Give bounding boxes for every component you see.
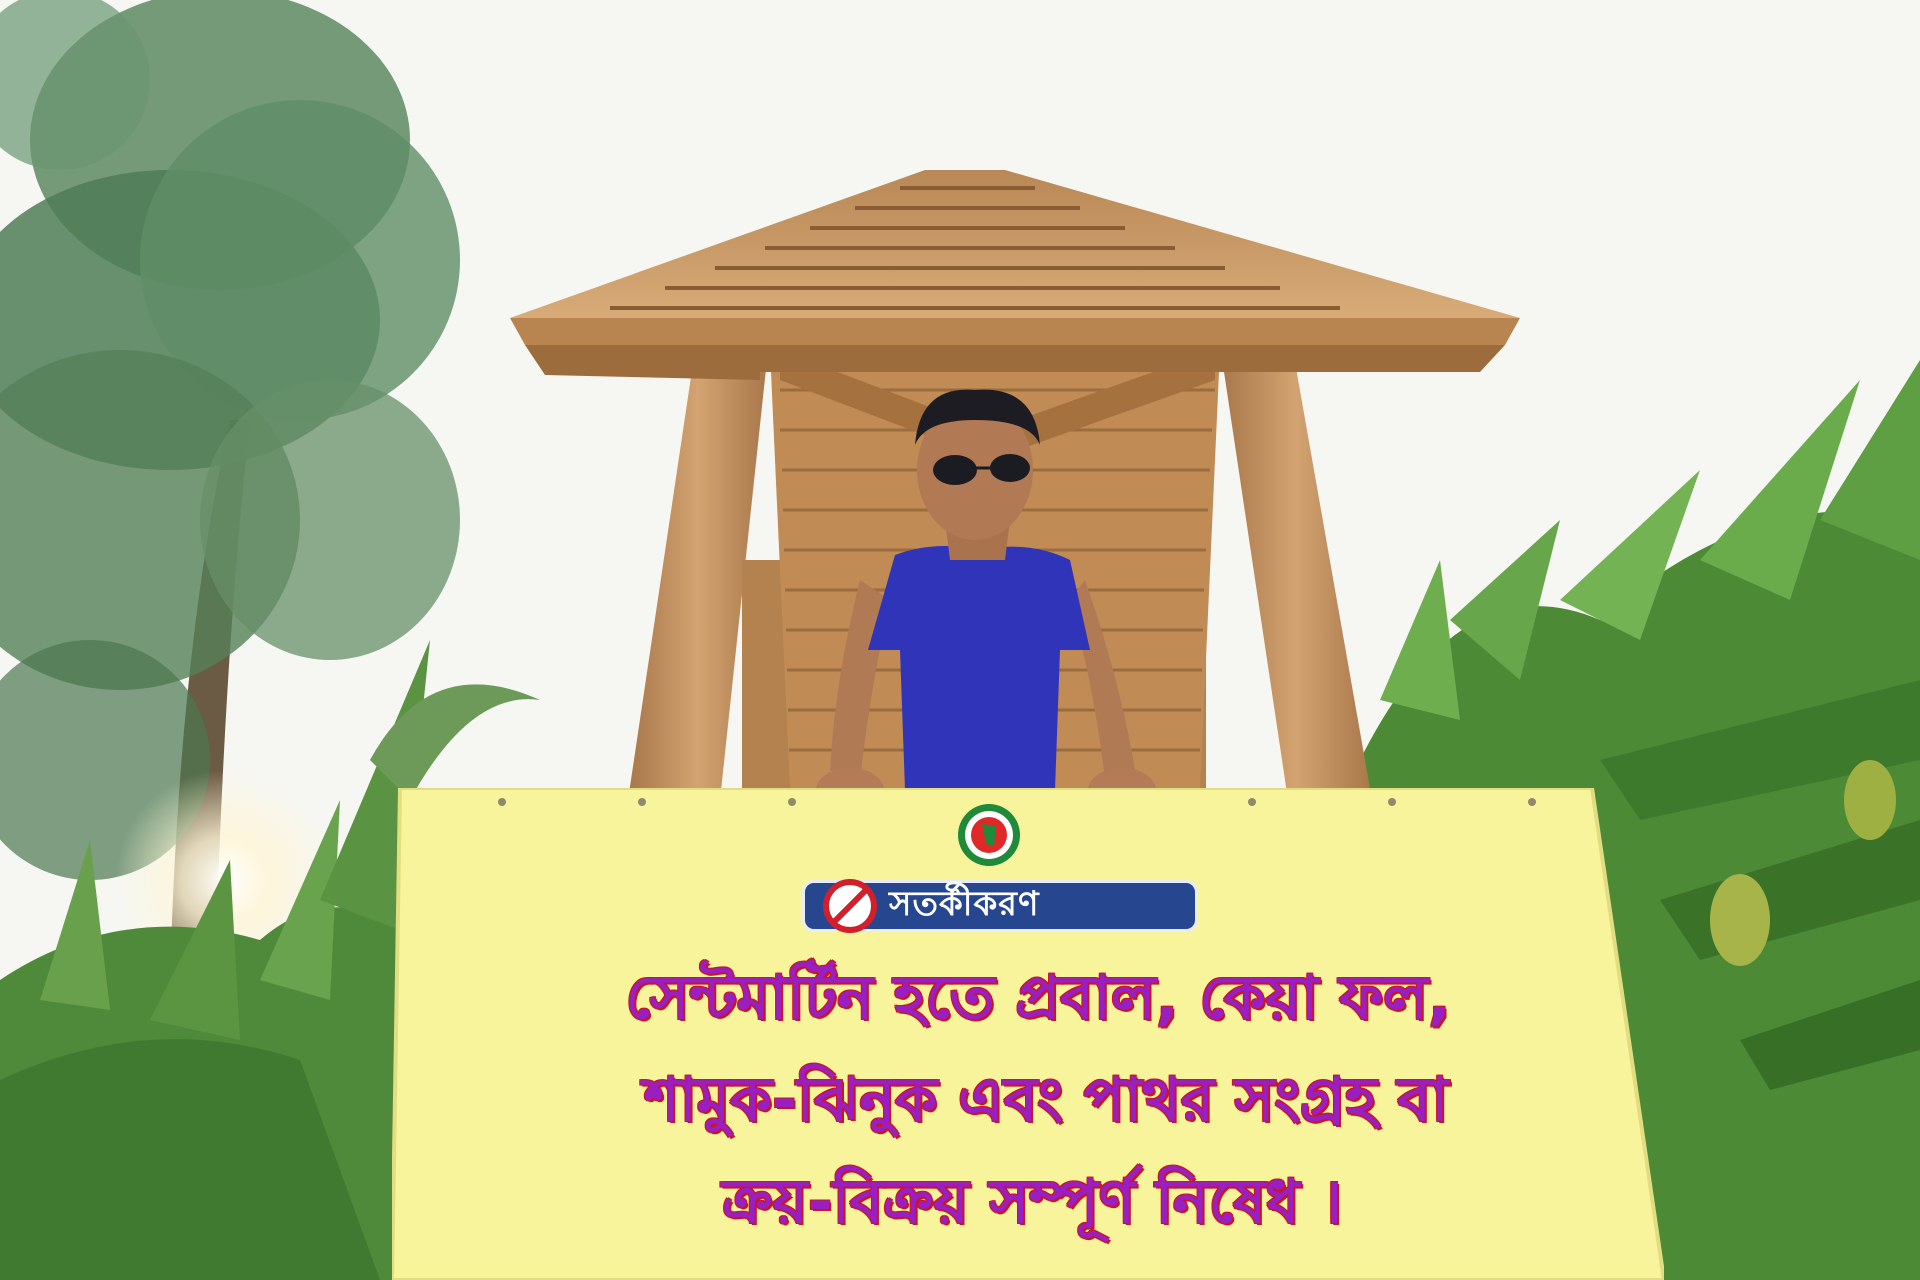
notice-label xyxy=(802,880,1198,932)
warning-banner xyxy=(392,788,1664,1280)
sign-line: ক্রয়-বিক্রয় সম্পূর্ণ নিষেধ । xyxy=(722,1167,1342,1237)
notice-title: সতর্কীকরণ xyxy=(889,883,1040,924)
sign-line: সেন্টমার্টিন হতে প্রবাল, কেয়া ফল, xyxy=(625,963,1451,1033)
government-seal xyxy=(956,802,1022,868)
sign-line: শামুক-ঝিনুক এবং পাথর সংগ্রহ বা xyxy=(643,1065,1449,1135)
no-entry-icon xyxy=(823,879,877,933)
